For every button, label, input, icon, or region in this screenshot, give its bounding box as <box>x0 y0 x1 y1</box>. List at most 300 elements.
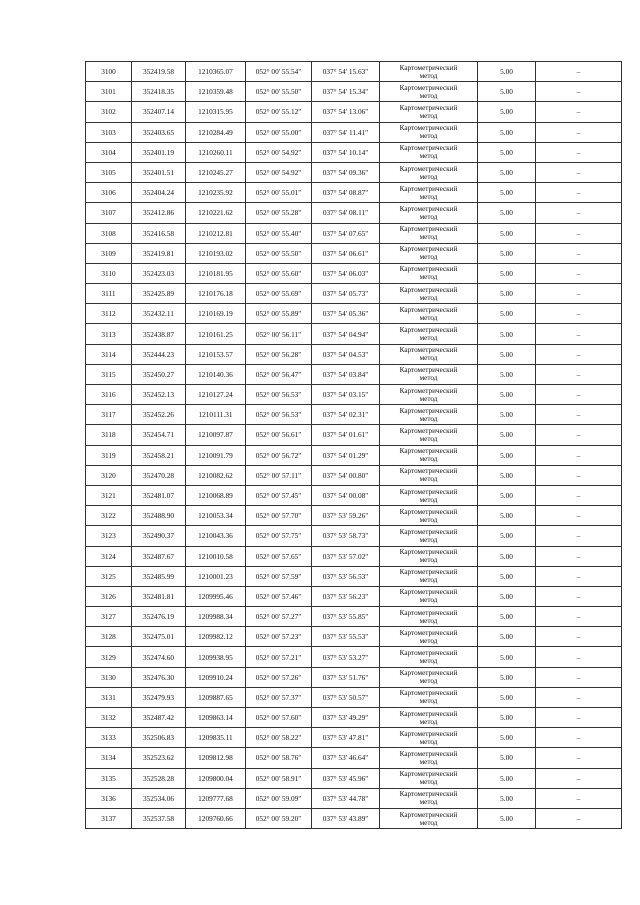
method-line-2: метод <box>419 91 438 100</box>
method-cell <box>380 748 478 768</box>
table-row <box>86 385 622 405</box>
point-number-cell: 3120 <box>86 465 132 485</box>
accuracy-cell: 5.00 <box>478 728 536 748</box>
method-line-2: метод <box>419 192 438 201</box>
note-cell: – <box>536 102 622 122</box>
latitude-cell: 052° 00' 54.92" <box>246 142 312 162</box>
latitude-cell: 052° 00' 55.00" <box>246 122 312 142</box>
table-row <box>86 344 622 364</box>
method-cell <box>380 203 478 223</box>
table-row <box>86 506 622 526</box>
longitude-cell: 037° 54' 09.36" <box>312 162 380 182</box>
point-number-cell: 3108 <box>86 223 132 243</box>
method-cell <box>380 263 478 283</box>
y-coordinate-cell: 1210212.81 <box>186 223 246 243</box>
latitude-cell: 052° 00' 55.50" <box>246 82 312 102</box>
point-number-cell: 3106 <box>86 183 132 203</box>
accuracy-cell: 5.00 <box>478 627 536 647</box>
accuracy-cell: 5.00 <box>478 586 536 606</box>
method-line-2: метод <box>419 778 438 787</box>
y-coordinate-cell: 1210193.02 <box>186 243 246 263</box>
point-number-cell: 3119 <box>86 445 132 465</box>
y-coordinate-cell: 1210161.25 <box>186 324 246 344</box>
longitude-cell: 037° 54' 06.61" <box>312 243 380 263</box>
point-number-cell: 3101 <box>86 82 132 102</box>
longitude-cell: 037° 54' 06.03" <box>312 263 380 283</box>
method-line-2: метод <box>419 152 438 161</box>
latitude-cell: 052° 00' 56.53" <box>246 405 312 425</box>
x-coordinate-cell: 352487.42 <box>132 708 186 728</box>
method-line-2: метод <box>419 354 438 363</box>
point-number-cell: 3125 <box>86 566 132 586</box>
note-cell: – <box>536 82 622 102</box>
method-line-1: Картометрический <box>399 669 458 678</box>
y-coordinate-cell: 1210181.95 <box>186 263 246 283</box>
method-line-1: Картометрический <box>399 729 458 738</box>
longitude-cell: 037° 53' 55.85" <box>312 607 380 627</box>
point-number-cell: 3127 <box>86 607 132 627</box>
method-line-2: метод <box>419 535 438 544</box>
table-row <box>86 728 622 748</box>
x-coordinate-cell: 352487.67 <box>132 546 186 566</box>
table-row <box>86 62 622 82</box>
method-line-1: Картометрический <box>399 628 458 637</box>
table-row <box>86 607 622 627</box>
x-coordinate-cell: 352506.83 <box>132 728 186 748</box>
method-cell <box>380 183 478 203</box>
method-line-1: Картометрический <box>399 709 458 718</box>
note-cell: – <box>536 526 622 546</box>
latitude-cell: 052° 00' 57.26" <box>246 667 312 687</box>
accuracy-cell: 5.00 <box>478 344 536 364</box>
longitude-cell: 037° 54' 13.06" <box>312 102 380 122</box>
point-number-cell: 3132 <box>86 708 132 728</box>
x-coordinate-cell: 352412.86 <box>132 203 186 223</box>
x-coordinate-cell: 352425.89 <box>132 284 186 304</box>
note-cell: – <box>536 62 622 82</box>
table-row <box>86 708 622 728</box>
method-cell <box>380 627 478 647</box>
method-line-1: Картометрический <box>399 63 458 72</box>
method-line-2: метод <box>419 71 438 80</box>
point-number-cell: 3118 <box>86 425 132 445</box>
accuracy-cell: 5.00 <box>478 82 536 102</box>
note-cell: – <box>536 506 622 526</box>
method-line-2: метод <box>419 394 438 403</box>
accuracy-cell: 5.00 <box>478 687 536 707</box>
table-row <box>86 405 622 425</box>
y-coordinate-cell: 1210169.19 <box>186 304 246 324</box>
point-number-cell: 3130 <box>86 667 132 687</box>
longitude-cell: 037° 53' 46.64" <box>312 748 380 768</box>
longitude-cell: 037° 53' 47.81" <box>312 728 380 748</box>
method-cell <box>380 526 478 546</box>
table-row <box>86 485 622 505</box>
method-cell <box>380 243 478 263</box>
longitude-cell: 037° 54' 01.29" <box>312 445 380 465</box>
accuracy-cell: 5.00 <box>478 647 536 667</box>
latitude-cell: 052° 00' 55.89" <box>246 304 312 324</box>
table-row <box>86 647 622 667</box>
latitude-cell: 052° 00' 58.91" <box>246 768 312 788</box>
note-cell: – <box>536 788 622 808</box>
table-row <box>86 566 622 586</box>
method-line-1: Картометрический <box>399 608 458 617</box>
method-line-1: Картометрический <box>399 346 458 355</box>
latitude-cell: 052° 00' 55.28" <box>246 203 312 223</box>
method-line-1: Картометрический <box>399 568 458 577</box>
x-coordinate-cell: 352479.93 <box>132 687 186 707</box>
latitude-cell: 052° 00' 56.28" <box>246 344 312 364</box>
method-line-2: метод <box>419 434 438 443</box>
point-number-cell: 3133 <box>86 728 132 748</box>
x-coordinate-cell: 352534.06 <box>132 788 186 808</box>
longitude-cell: 037° 54' 10.14" <box>312 142 380 162</box>
method-line-2: метод <box>419 697 438 706</box>
x-coordinate-cell: 352401.51 <box>132 162 186 182</box>
method-line-2: метод <box>419 596 438 605</box>
method-line-2: метод <box>419 172 438 181</box>
method-line-1: Картометрический <box>399 184 458 193</box>
table-body <box>86 62 622 829</box>
method-line-1: Картометрический <box>399 83 458 92</box>
longitude-cell: 037° 54' 11.41" <box>312 122 380 142</box>
method-line-2: метод <box>419 495 438 504</box>
latitude-cell: 052° 00' 57.60" <box>246 708 312 728</box>
latitude-cell: 052° 00' 56.72" <box>246 445 312 465</box>
point-number-cell: 3124 <box>86 546 132 566</box>
table-row <box>86 243 622 263</box>
y-coordinate-cell: 1210111.31 <box>186 405 246 425</box>
longitude-cell: 037° 53' 57.02" <box>312 546 380 566</box>
x-coordinate-cell: 352528.28 <box>132 768 186 788</box>
method-line-2: метод <box>419 798 438 807</box>
note-cell: – <box>536 586 622 606</box>
method-cell <box>380 808 478 828</box>
method-cell <box>380 687 478 707</box>
coordinates-table <box>85 61 622 829</box>
y-coordinate-cell: 1209835.11 <box>186 728 246 748</box>
method-line-1: Картометрический <box>399 366 458 375</box>
table-row <box>86 748 622 768</box>
y-coordinate-cell: 1209938.95 <box>186 647 246 667</box>
point-number-cell: 3121 <box>86 485 132 505</box>
method-line-1: Картометрический <box>399 406 458 415</box>
accuracy-cell: 5.00 <box>478 526 536 546</box>
table-row <box>86 223 622 243</box>
x-coordinate-cell: 352432.11 <box>132 304 186 324</box>
method-line-2: метод <box>419 556 438 565</box>
note-cell: – <box>536 728 622 748</box>
method-line-1: Картометрический <box>399 426 458 435</box>
latitude-cell: 052° 00' 57.21" <box>246 647 312 667</box>
table-row <box>86 263 622 283</box>
method-line-2: метод <box>419 576 438 585</box>
method-line-1: Картометрический <box>399 548 458 557</box>
method-line-1: Картометрический <box>399 467 458 476</box>
method-cell <box>380 324 478 344</box>
note-cell: – <box>536 344 622 364</box>
point-number-cell: 3131 <box>86 687 132 707</box>
accuracy-cell: 5.00 <box>478 122 536 142</box>
method-line-1: Картометрический <box>399 326 458 335</box>
method-line-2: метод <box>419 717 438 726</box>
method-cell <box>380 586 478 606</box>
method-cell <box>380 364 478 384</box>
longitude-cell: 037° 54' 00.80" <box>312 465 380 485</box>
table-row <box>86 183 622 203</box>
y-coordinate-cell: 1210260.11 <box>186 142 246 162</box>
point-number-cell: 3114 <box>86 344 132 364</box>
accuracy-cell: 5.00 <box>478 62 536 82</box>
point-number-cell: 3112 <box>86 304 132 324</box>
y-coordinate-cell: 1209800.04 <box>186 768 246 788</box>
y-coordinate-cell: 1209887.65 <box>186 687 246 707</box>
note-cell: – <box>536 445 622 465</box>
longitude-cell: 037° 53' 55.53" <box>312 627 380 647</box>
latitude-cell: 052° 00' 55.50" <box>246 243 312 263</box>
accuracy-cell: 5.00 <box>478 263 536 283</box>
table-row <box>86 667 622 687</box>
table-row <box>86 768 622 788</box>
method-line-2: метод <box>419 757 438 766</box>
table-row <box>86 102 622 122</box>
method-cell <box>380 445 478 465</box>
accuracy-cell: 5.00 <box>478 223 536 243</box>
method-line-2: метод <box>419 677 438 686</box>
table-row <box>86 142 622 162</box>
x-coordinate-cell: 352474.60 <box>132 647 186 667</box>
point-number-cell: 3123 <box>86 526 132 546</box>
y-coordinate-cell: 1209988.34 <box>186 607 246 627</box>
accuracy-cell: 5.00 <box>478 485 536 505</box>
method-line-1: Картометрический <box>399 285 458 294</box>
method-line-2: метод <box>419 233 438 242</box>
y-coordinate-cell: 1210053.34 <box>186 506 246 526</box>
note-cell: – <box>536 223 622 243</box>
method-line-2: метод <box>419 313 438 322</box>
method-line-1: Картометрический <box>399 225 458 234</box>
y-coordinate-cell: 1210365.07 <box>186 62 246 82</box>
table-row <box>86 122 622 142</box>
longitude-cell: 037° 54' 07.65" <box>312 223 380 243</box>
x-coordinate-cell: 352438.87 <box>132 324 186 344</box>
longitude-cell: 037° 53' 59.26" <box>312 506 380 526</box>
x-coordinate-cell: 352458.21 <box>132 445 186 465</box>
y-coordinate-cell: 1209910.24 <box>186 667 246 687</box>
y-coordinate-cell: 1210359.48 <box>186 82 246 102</box>
longitude-cell: 037° 54' 05.73" <box>312 284 380 304</box>
latitude-cell: 052° 00' 57.59" <box>246 566 312 586</box>
table-row <box>86 364 622 384</box>
note-cell: – <box>536 385 622 405</box>
method-line-1: Картометрический <box>399 265 458 274</box>
method-cell <box>380 385 478 405</box>
note-cell: – <box>536 687 622 707</box>
longitude-cell: 037° 53' 51.76" <box>312 667 380 687</box>
method-cell <box>380 728 478 748</box>
latitude-cell: 052° 00' 59.20" <box>246 808 312 828</box>
note-cell: – <box>536 284 622 304</box>
method-line-1: Картометрический <box>399 305 458 314</box>
method-line-2: метод <box>419 616 438 625</box>
point-number-cell: 3128 <box>86 627 132 647</box>
method-line-1: Картометрический <box>399 810 458 819</box>
y-coordinate-cell: 1210221.62 <box>186 203 246 223</box>
point-number-cell: 3122 <box>86 506 132 526</box>
longitude-cell: 037° 54' 08.11" <box>312 203 380 223</box>
point-number-cell: 3129 <box>86 647 132 667</box>
accuracy-cell: 5.00 <box>478 142 536 162</box>
point-number-cell: 3104 <box>86 142 132 162</box>
note-cell: – <box>536 142 622 162</box>
point-number-cell: 3117 <box>86 405 132 425</box>
method-cell <box>380 162 478 182</box>
note-cell: – <box>536 364 622 384</box>
method-cell <box>380 788 478 808</box>
y-coordinate-cell: 1210153.57 <box>186 344 246 364</box>
note-cell: – <box>536 425 622 445</box>
x-coordinate-cell: 352481.07 <box>132 485 186 505</box>
accuracy-cell: 5.00 <box>478 102 536 122</box>
method-line-2: метод <box>419 273 438 282</box>
latitude-cell: 052° 00' 55.69" <box>246 284 312 304</box>
method-line-2: метод <box>419 475 438 484</box>
y-coordinate-cell: 1210082.62 <box>186 465 246 485</box>
y-coordinate-cell: 1210176.18 <box>186 284 246 304</box>
x-coordinate-cell: 352450.27 <box>132 364 186 384</box>
note-cell: – <box>536 485 622 505</box>
table-row <box>86 465 622 485</box>
x-coordinate-cell: 352403.65 <box>132 122 186 142</box>
accuracy-cell: 5.00 <box>478 243 536 263</box>
y-coordinate-cell: 1209812.98 <box>186 748 246 768</box>
y-coordinate-cell: 1210235.92 <box>186 183 246 203</box>
method-line-1: Картометрический <box>399 487 458 496</box>
point-number-cell: 3100 <box>86 62 132 82</box>
table-row <box>86 425 622 445</box>
method-line-2: метод <box>419 111 438 120</box>
point-number-cell: 3116 <box>86 385 132 405</box>
method-line-2: метод <box>419 657 438 666</box>
note-cell: – <box>536 808 622 828</box>
table-row <box>86 82 622 102</box>
y-coordinate-cell: 1209863.14 <box>186 708 246 728</box>
latitude-cell: 052° 00' 55.40" <box>246 223 312 243</box>
note-cell: – <box>536 546 622 566</box>
latitude-cell: 052° 00' 57.65" <box>246 546 312 566</box>
longitude-cell: 037° 54' 03.84" <box>312 364 380 384</box>
accuracy-cell: 5.00 <box>478 465 536 485</box>
longitude-cell: 037° 54' 01.61" <box>312 425 380 445</box>
method-cell <box>380 284 478 304</box>
method-line-2: метод <box>419 414 438 423</box>
x-coordinate-cell: 352452.13 <box>132 385 186 405</box>
y-coordinate-cell: 1210001.23 <box>186 566 246 586</box>
method-line-1: Картометрический <box>399 386 458 395</box>
note-cell: – <box>536 667 622 687</box>
method-line-2: метод <box>419 515 438 524</box>
accuracy-cell: 5.00 <box>478 708 536 728</box>
method-cell <box>380 304 478 324</box>
y-coordinate-cell: 1209777.68 <box>186 788 246 808</box>
point-number-cell: 3115 <box>86 364 132 384</box>
x-coordinate-cell: 352444.23 <box>132 344 186 364</box>
method-line-1: Картометрический <box>399 164 458 173</box>
method-line-2: метод <box>419 818 438 827</box>
y-coordinate-cell: 1209982.12 <box>186 627 246 647</box>
method-line-1: Картометрический <box>399 770 458 779</box>
note-cell: – <box>536 405 622 425</box>
method-line-1: Картометрический <box>399 649 458 658</box>
x-coordinate-cell: 352490.37 <box>132 526 186 546</box>
method-line-1: Картометрический <box>399 749 458 758</box>
y-coordinate-cell: 1210043.36 <box>186 526 246 546</box>
latitude-cell: 052° 00' 58.76" <box>246 748 312 768</box>
latitude-cell: 052° 00' 56.11" <box>246 324 312 344</box>
latitude-cell: 052° 00' 54.92" <box>246 162 312 182</box>
method-line-2: метод <box>419 374 438 383</box>
latitude-cell: 052° 00' 57.70" <box>246 506 312 526</box>
y-coordinate-cell: 1210127.24 <box>186 385 246 405</box>
method-cell <box>380 142 478 162</box>
point-number-cell: 3113 <box>86 324 132 344</box>
longitude-cell: 037° 54' 05.36" <box>312 304 380 324</box>
note-cell: – <box>536 607 622 627</box>
accuracy-cell: 5.00 <box>478 445 536 465</box>
table-row <box>86 304 622 324</box>
accuracy-cell: 5.00 <box>478 768 536 788</box>
method-line-1: Картометрический <box>399 245 458 254</box>
table-row <box>86 788 622 808</box>
longitude-cell: 037° 54' 04.94" <box>312 324 380 344</box>
y-coordinate-cell: 1210315.95 <box>186 102 246 122</box>
method-cell <box>380 647 478 667</box>
method-line-2: метод <box>419 455 438 464</box>
note-cell: – <box>536 122 622 142</box>
note-cell: – <box>536 183 622 203</box>
latitude-cell: 052° 00' 55.12" <box>246 102 312 122</box>
method-line-2: метод <box>419 737 438 746</box>
accuracy-cell: 5.00 <box>478 808 536 828</box>
accuracy-cell: 5.00 <box>478 203 536 223</box>
longitude-cell: 037° 53' 45.96" <box>312 768 380 788</box>
point-number-cell: 3109 <box>86 243 132 263</box>
latitude-cell: 052° 00' 57.37" <box>246 687 312 707</box>
longitude-cell: 037° 53' 56.23" <box>312 586 380 606</box>
longitude-cell: 037° 54' 04.53" <box>312 344 380 364</box>
note-cell: – <box>536 304 622 324</box>
accuracy-cell: 5.00 <box>478 667 536 687</box>
note-cell: – <box>536 748 622 768</box>
y-coordinate-cell: 1210097.87 <box>186 425 246 445</box>
x-coordinate-cell: 352423.03 <box>132 263 186 283</box>
method-line-2: метод <box>419 132 438 141</box>
x-coordinate-cell: 352537.58 <box>132 808 186 828</box>
method-line-2: метод <box>419 636 438 645</box>
method-cell <box>380 223 478 243</box>
point-number-cell: 3103 <box>86 122 132 142</box>
note-cell: – <box>536 566 622 586</box>
latitude-cell: 052° 00' 57.11" <box>246 465 312 485</box>
table-row <box>86 546 622 566</box>
method-cell <box>380 708 478 728</box>
latitude-cell: 052° 00' 56.53" <box>246 385 312 405</box>
latitude-cell: 052° 00' 58.22" <box>246 728 312 748</box>
accuracy-cell: 5.00 <box>478 405 536 425</box>
latitude-cell: 052° 00' 59.09" <box>246 788 312 808</box>
longitude-cell: 037° 54' 03.15" <box>312 385 380 405</box>
